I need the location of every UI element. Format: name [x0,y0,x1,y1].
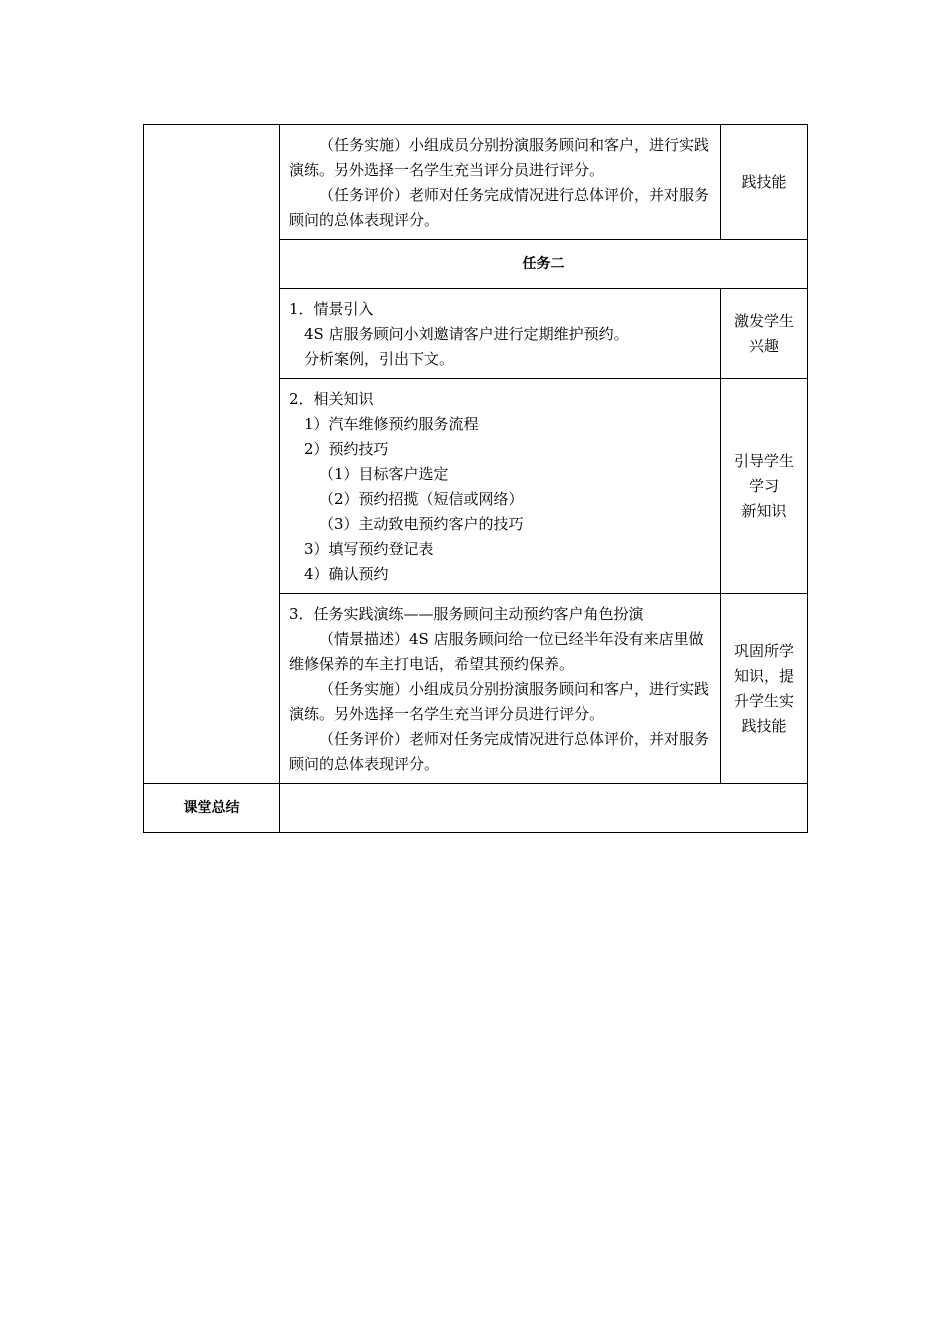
summary-content-cell [280,784,808,833]
intro-content-cell [280,289,721,379]
task1-content-cell [280,125,721,240]
practice-evaluation-text: （任务评价）老师对任务完成情况进行总体评价，并对服务顾问的总体表现评分。 [289,730,710,773]
knowledge-item: 3）填写预约登记表 [304,540,434,558]
stage-cell [144,125,280,784]
knowledge-note-line: 新知识 [741,501,787,520]
knowledge-title: 2．相关知识 [289,390,374,408]
knowledge-subitem: （1）目标客户选定 [319,465,449,483]
knowledge-note-line: 学习 [748,476,779,495]
knowledge-content-cell [280,379,721,594]
task1-note-text: 践技能 [741,172,787,191]
knowledge-item: 2）预约技巧 [304,440,389,458]
task1-note-cell [721,125,808,240]
knowledge-subitem: （3）主动致电预约客户的技巧 [319,515,524,533]
knowledge-note-cell [721,379,808,594]
knowledge-note-line: 引导学生 [733,451,794,470]
practice-note-cell [721,594,808,784]
intro-note-line: 激发学生 [733,311,794,330]
practice-implementation-text: （任务实施）小组成员分别扮演服务顾问和客户，进行实践演练。另外选择一名学生充当评分员进行评分。 [289,680,710,723]
practice-title: 3．任务实践演练——服务顾问主动预约客户角色扮演 [289,605,644,623]
knowledge-item: 4）确认预约 [304,565,389,583]
summary-label: 课堂总结 [144,784,280,833]
intro-line: 4S 店服务顾问小刘邀请客户进行定期维护预约。 [304,325,629,343]
intro-note-line: 兴趣 [748,336,779,355]
practice-note-line: 升学生实 [733,691,794,710]
knowledge-item: 1）汽车维修预约服务流程 [304,415,479,433]
practice-content-cell [280,594,721,784]
intro-title: 1．情景引入 [289,300,374,318]
task1-implementation-text: （任务实施）小组成员分别扮演服务顾问和客户，进行实践演练。另外选择一名学生充当评分员进行评分。 [289,136,710,179]
practice-note-line: 巩固所学 [733,641,794,660]
practice-scenario-text: （情景描述）4S 店服务顾问给一位已经半年没有来店里做维修保养的车主打电话，希望其预约保养。 [289,630,704,673]
practice-note-line: 践技能 [741,716,787,735]
knowledge-subitem: （2）预约招揽（短信或网络） [319,490,524,508]
intro-line: 分析案例，引出下文。 [304,350,455,368]
row-task1-continued [144,125,808,240]
practice-note-line: 知识，提 [733,666,794,685]
task2-heading: 任务二 [280,240,808,289]
row-summary [144,784,808,833]
task1-evaluation-text: （任务评价）老师对任务完成情况进行总体评价，并对服务顾问的总体表现评分。 [289,186,710,229]
lesson-plan-table [143,124,808,833]
intro-note-cell [721,289,808,379]
